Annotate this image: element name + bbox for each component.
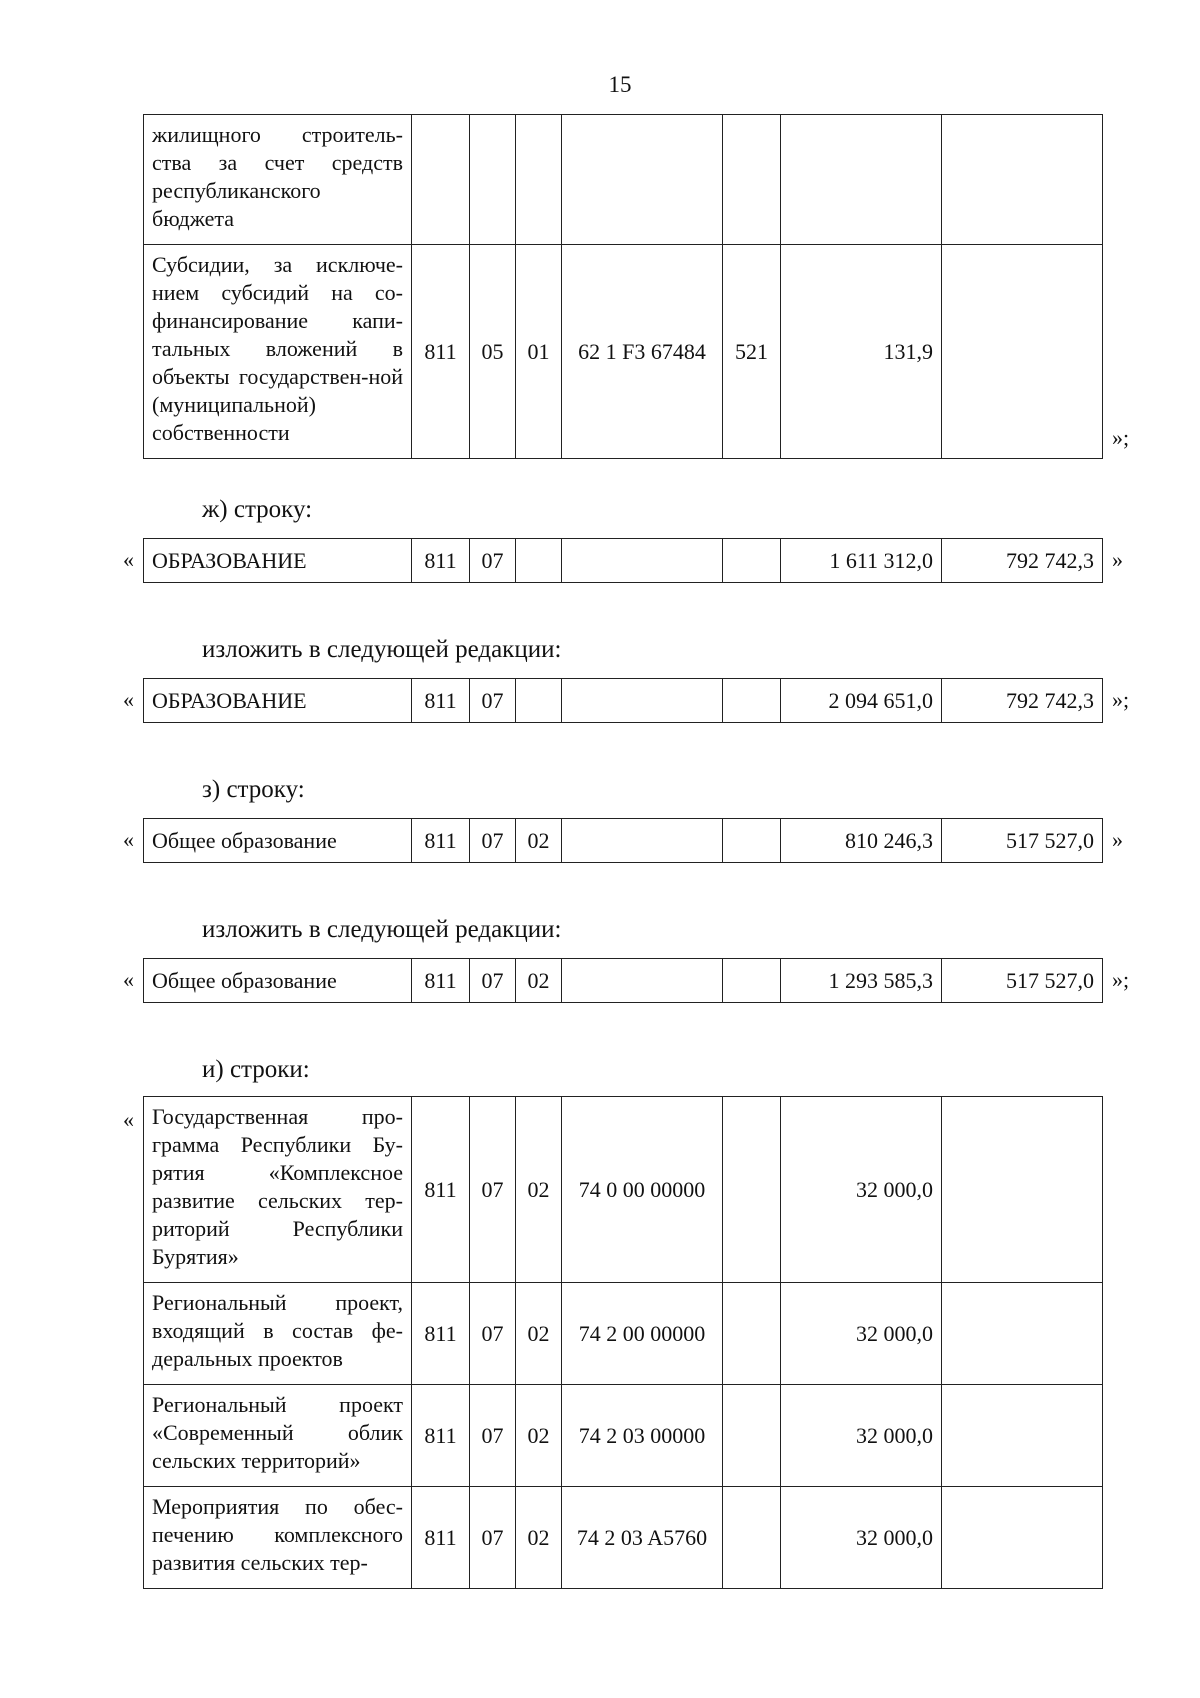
cell-sum2 bbox=[942, 115, 1103, 245]
table-row bbox=[144, 1283, 1103, 1385]
cell-pr: 02 bbox=[516, 1097, 562, 1283]
label-z: з) строку: bbox=[202, 776, 305, 803]
open-quote: « bbox=[123, 967, 134, 992]
cell-sum: 1 293 585,3 bbox=[781, 959, 942, 1003]
row-name: Общее образование bbox=[144, 819, 412, 863]
cell-pr: 02 bbox=[516, 1283, 562, 1385]
close-quote: »; bbox=[1112, 687, 1130, 712]
cell-pr: 01 bbox=[516, 245, 562, 459]
cell-vr: 521 bbox=[723, 245, 781, 459]
cell-csr: 74 0 00 00000 bbox=[562, 1097, 723, 1283]
cell-sum2 bbox=[942, 1385, 1103, 1487]
cell-rz: 07 bbox=[470, 1283, 516, 1385]
cell-sum2 bbox=[942, 1487, 1103, 1589]
table-row bbox=[144, 539, 1103, 583]
cell-sum: 1 611 312,0 bbox=[781, 539, 942, 583]
table-row bbox=[144, 819, 1103, 863]
row-name: Общее образование bbox=[144, 959, 412, 1003]
cell-csr bbox=[562, 959, 723, 1003]
close-quote: » bbox=[1112, 547, 1123, 572]
cell-rz: 07 bbox=[470, 819, 516, 863]
row-name: Региональный проект «Современный облик сельских территорий» bbox=[144, 1385, 412, 1487]
cell-vr bbox=[723, 539, 781, 583]
cell-vr bbox=[723, 1487, 781, 1589]
row-z-old-table bbox=[143, 818, 1103, 863]
cell-csr: 62 1 F3 67484 bbox=[562, 245, 723, 459]
cell-csr: 74 2 00 00000 bbox=[562, 1283, 723, 1385]
cell-csr bbox=[562, 819, 723, 863]
cell-rz bbox=[470, 115, 516, 245]
cell-csr: 74 2 03 00000 bbox=[562, 1385, 723, 1487]
row-name: Региональный проект, входящий в состав фе-деральных проектов bbox=[144, 1283, 412, 1385]
row-name: ОБРАЗОВАНИЕ bbox=[144, 539, 412, 583]
cell-vr bbox=[723, 1283, 781, 1385]
open-quote: « bbox=[123, 687, 134, 712]
cell-csr bbox=[562, 679, 723, 723]
cell-sum: 32 000,0 bbox=[781, 1385, 942, 1487]
cell-sum2: 792 742,3 bbox=[942, 679, 1103, 723]
row-name: Мероприятия по обес-печению комплексного развития сельских тер- bbox=[144, 1487, 412, 1589]
label-edit: изложить в следующей редакции: bbox=[202, 916, 562, 943]
cell-vr bbox=[723, 1385, 781, 1487]
cell-vr bbox=[723, 679, 781, 723]
cell-gr bbox=[412, 115, 470, 245]
cell-gr: 811 bbox=[412, 959, 470, 1003]
cell-pr: 02 bbox=[516, 1487, 562, 1589]
cell-pr bbox=[516, 679, 562, 723]
cell-gr: 811 bbox=[412, 245, 470, 459]
cell-sum2 bbox=[942, 245, 1103, 459]
table-row bbox=[144, 1097, 1103, 1283]
row-name: Субсидии, за исключе-нием субсидий на со-финансирование капи-тальных вложений в объекты государствен-ной (муниципальной) собственности bbox=[144, 245, 412, 459]
row-name: ОБРАЗОВАНИЕ bbox=[144, 679, 412, 723]
cell-gr: 811 bbox=[412, 539, 470, 583]
cell-sum2 bbox=[942, 1097, 1103, 1283]
cell-vr bbox=[723, 115, 781, 245]
open-quote: « bbox=[123, 827, 134, 852]
row-zh-new-table bbox=[143, 678, 1103, 723]
cell-sum: 810 246,3 bbox=[781, 819, 942, 863]
open-quote: « bbox=[123, 1107, 134, 1132]
cell-pr: 02 bbox=[516, 959, 562, 1003]
cell-rz: 07 bbox=[470, 1385, 516, 1487]
cell-pr: 02 bbox=[516, 1385, 562, 1487]
cell-sum2: 792 742,3 bbox=[942, 539, 1103, 583]
cell-sum: 2 094 651,0 bbox=[781, 679, 942, 723]
cell-rz: 05 bbox=[470, 245, 516, 459]
row-zh-old-table bbox=[143, 538, 1103, 583]
cell-gr: 811 bbox=[412, 1385, 470, 1487]
cell-sum2: 517 527,0 bbox=[942, 819, 1103, 863]
rows-i-table bbox=[143, 1096, 1103, 1589]
cell-vr bbox=[723, 959, 781, 1003]
cell-sum: 32 000,0 bbox=[781, 1283, 942, 1385]
cell-csr bbox=[562, 539, 723, 583]
continuation-table bbox=[143, 114, 1103, 459]
cell-csr bbox=[562, 115, 723, 245]
cell-csr: 74 2 03 A5760 bbox=[562, 1487, 723, 1589]
row-name: Государственная про-грамма Республики Бу-рятия «Комплексное развитие сельских тер-риторий Республики Бурятия» bbox=[144, 1097, 412, 1283]
table-row bbox=[144, 1487, 1103, 1589]
table-row bbox=[144, 679, 1103, 723]
close-quote: » bbox=[1112, 827, 1123, 852]
close-quote: »; bbox=[1112, 425, 1130, 450]
cell-sum2: 517 527,0 bbox=[942, 959, 1103, 1003]
cell-sum bbox=[781, 115, 942, 245]
cell-pr: 02 bbox=[516, 819, 562, 863]
cell-rz: 07 bbox=[470, 1487, 516, 1589]
cell-gr: 811 bbox=[412, 679, 470, 723]
label-i: и) строки: bbox=[202, 1056, 310, 1083]
label-zh: ж) строку: bbox=[202, 496, 313, 523]
table-row bbox=[144, 115, 1103, 245]
cell-rz: 07 bbox=[470, 679, 516, 723]
row-z-new-table bbox=[143, 958, 1103, 1003]
page-number: 15 bbox=[608, 72, 632, 97]
cell-rz: 07 bbox=[470, 1097, 516, 1283]
cell-gr: 811 bbox=[412, 1097, 470, 1283]
cell-sum: 32 000,0 bbox=[781, 1097, 942, 1283]
table-row bbox=[144, 1385, 1103, 1487]
label-edit: изложить в следующей редакции: bbox=[202, 636, 562, 663]
open-quote: « bbox=[123, 547, 134, 572]
cell-sum: 32 000,0 bbox=[781, 1487, 942, 1589]
cell-rz: 07 bbox=[470, 959, 516, 1003]
cell-gr: 811 bbox=[412, 819, 470, 863]
table-row bbox=[144, 959, 1103, 1003]
cell-vr bbox=[723, 1097, 781, 1283]
table-row bbox=[144, 245, 1103, 459]
cell-sum2 bbox=[942, 1283, 1103, 1385]
cell-vr bbox=[723, 819, 781, 863]
cell-sum: 131,9 bbox=[781, 245, 942, 459]
row-name: жилищного строитель-ства за счет средств республиканского бюджета bbox=[144, 115, 412, 245]
cell-gr: 811 bbox=[412, 1283, 470, 1385]
cell-rz: 07 bbox=[470, 539, 516, 583]
close-quote: »; bbox=[1112, 967, 1130, 992]
cell-gr: 811 bbox=[412, 1487, 470, 1589]
cell-pr bbox=[516, 539, 562, 583]
cell-pr bbox=[516, 115, 562, 245]
